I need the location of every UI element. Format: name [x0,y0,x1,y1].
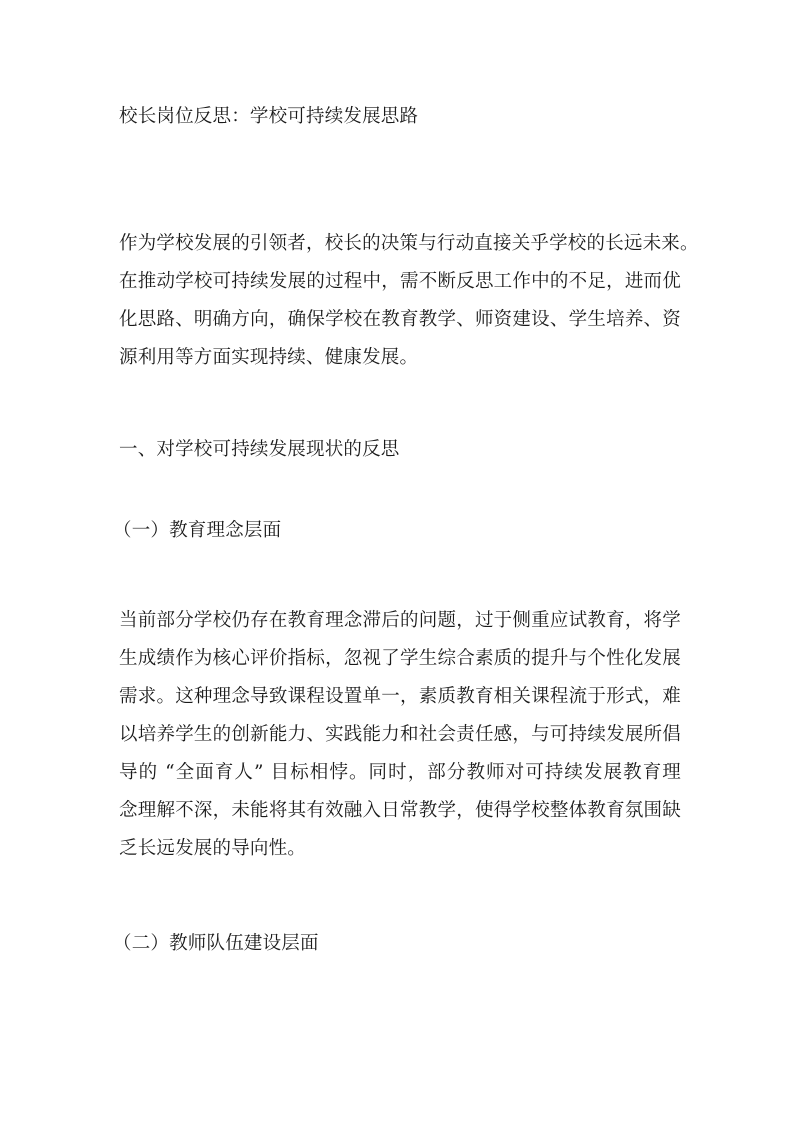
paragraph-line: 乏长远发展的导向性。 [119,838,307,859]
paragraph-line: 以培养学生的创新能力、实践能力和社会责任感，与可持续发展所倡 [119,724,681,745]
paragraph-line: 导的 “全面育人” 目标相悖。同时，部分教师对可持续发展教育理 [119,762,681,783]
paragraph-line: 源利用等方面实现持续、健康发展。 [119,347,419,368]
document-title: 校长岗位反思：学校可持续发展思路 [119,106,419,127]
paragraph-line: 念理解不深，未能将其有效融入日常教学，使得学校整体教育氛围缺 [119,800,681,821]
paragraph-line: 当前部分学校仍存在教育理念滞后的问题，过于侧重应试教育，将学 [119,610,681,631]
subsection-heading: （二）教师队伍建设层面 [113,933,319,954]
subsection-heading: （一）教育理念层面 [113,520,282,541]
paragraph-line: 化思路、明确方向，确保学校在教育教学、师资建设、学生培养、资 [119,309,681,330]
paragraph-line: 需求。这种理念导致课程设置单一，素质教育相关课程流于形式，难 [119,686,681,707]
paragraph-line: 作为学校发展的引领者，校长的决策与行动直接关乎学校的长远未来。 [119,233,699,254]
paragraph-line: 在推动学校可持续发展的过程中，需不断反思工作中的不足，进而优 [119,271,681,292]
paragraph-line: 生成绩作为核心评价指标，忽视了学生综合素质的提升与个性化发展 [119,648,681,669]
section-heading: 一、对学校可持续发展现状的反思 [119,439,400,460]
